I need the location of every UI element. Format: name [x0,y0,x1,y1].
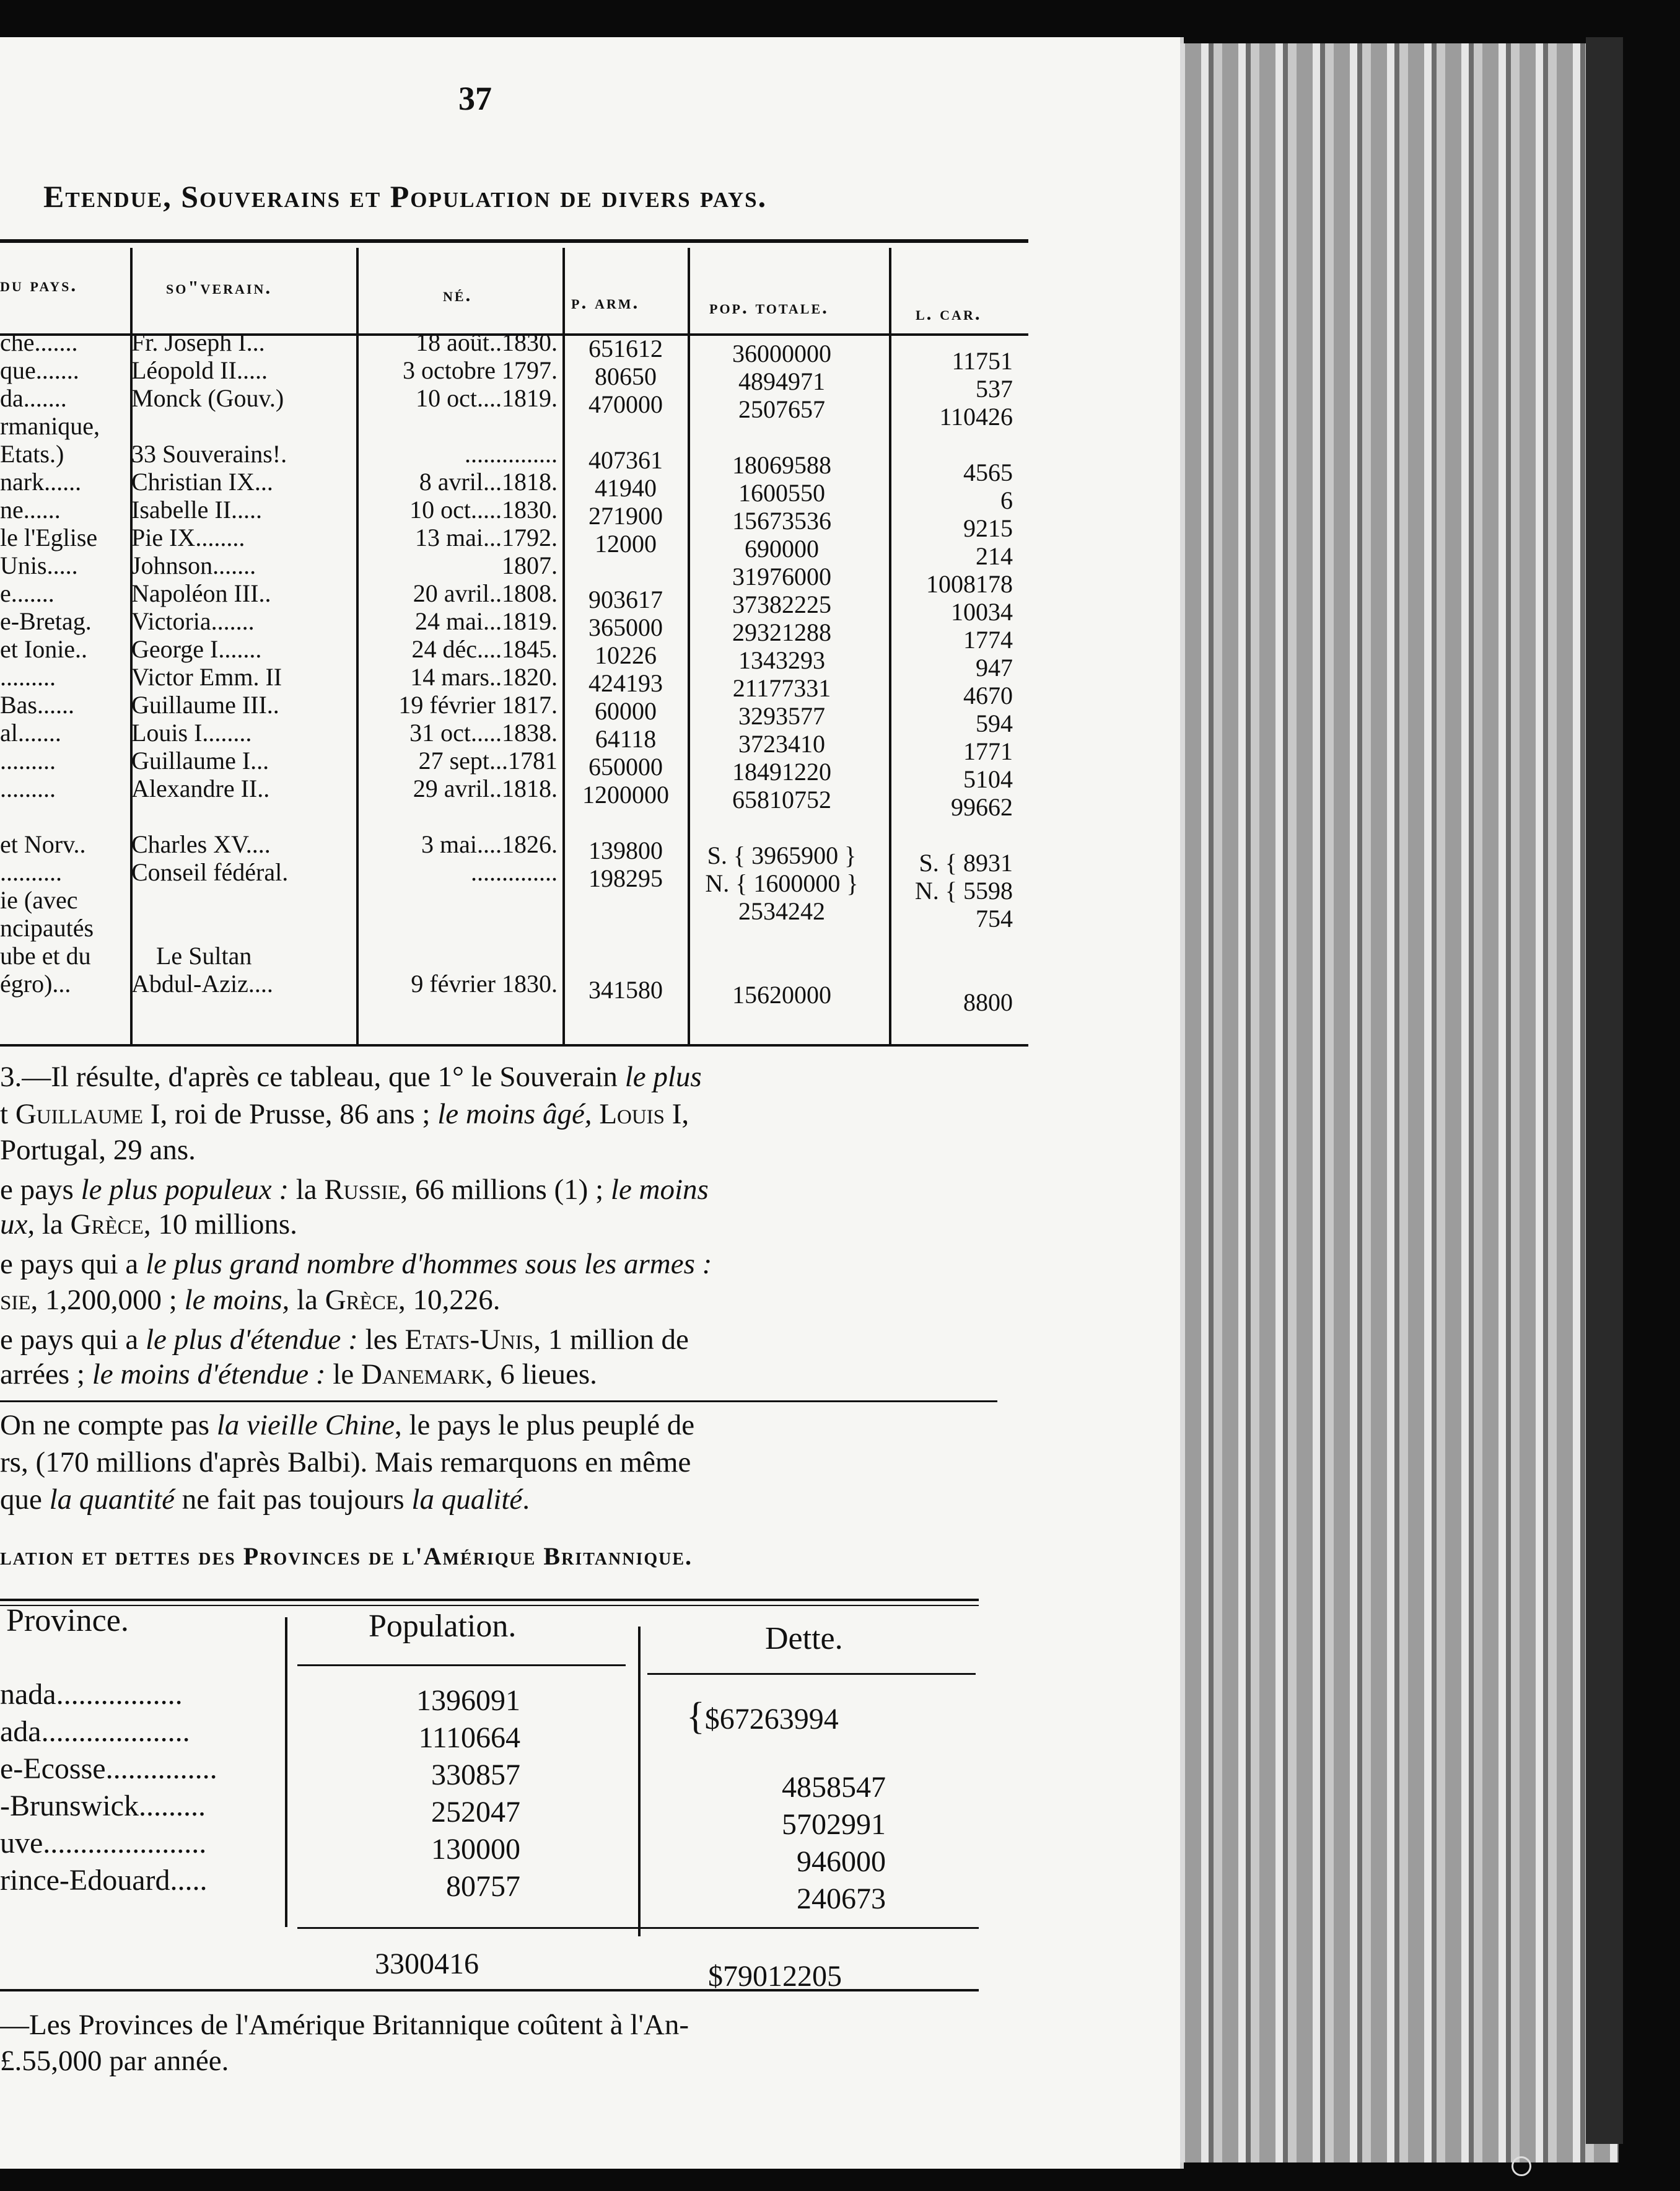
population-cell: 690000 [745,535,819,563]
footnote-rule [0,1400,997,1402]
table2-divider [638,1627,641,1936]
province-population-cell: 252047 [431,1796,520,1829]
paragraph-line: Portugal, 29 ans. [0,1134,196,1166]
born-cell: 1807. [502,551,558,579]
population-cell: 36000000 [732,340,831,367]
sovereign-cell: Léopold II..... [131,356,268,384]
paragraph-line: e pays qui a le plus grand nombre d'hommes sous les armes : [0,1248,712,1280]
sovereign-cell: Abdul-Aziz.... [131,970,273,998]
leagues-cell: 5104 [963,765,1013,793]
born-cell: 18 août..1830. [416,328,558,356]
leagues-cell: 754 [976,905,1013,933]
country-cell: ncipautés [0,914,94,942]
footnote-line: rs, (170 millions d'après Balbi). Mais remarquons en même [0,1446,691,1478]
born-cell: 14 mars..1820. [410,663,558,691]
population-cell: 2507657 [738,395,825,423]
born-cell: 29 avril..1818. [413,775,558,802]
country-cell: Etats.) [0,440,64,468]
leagues-cell: 594 [976,709,1013,737]
born-cell: 31 oct.....1838. [409,719,558,747]
population-cell: 37382225 [732,591,831,618]
country-cell: Bas...... [0,691,74,719]
country-cell: égro)... [0,970,71,998]
population-cell [670,423,893,451]
leagues-cell: 6 [1000,486,1013,514]
leagues-cell: 947 [976,654,1013,682]
page-number: 37 [458,80,492,117]
country-cell: ......... [0,663,56,691]
army-cell: 341580 [588,976,663,1004]
province-population-cell: 80757 [446,1870,520,1903]
born-cell: 10 oct....1819. [416,384,558,412]
army-cell: 271900 [588,502,663,530]
population-cell: N. { 1600000 } [705,869,859,897]
table2-top-rule [0,1605,979,1606]
province-population-cell: 130000 [431,1833,520,1866]
army-cell [565,948,686,976]
province-cell: rince-Edouard..... [0,1864,208,1897]
population-cell: 1343293 [738,646,825,674]
leagues-cell: 1008178 [926,570,1013,598]
country-cell: ......... [0,747,56,775]
sovereign-cell: George I....... [131,635,262,663]
paragraph-line: ux, la Grèce, 10 millions. [0,1208,297,1240]
paragraph-line: 3.—Il résulte, d'après ce tableau, que 1° le Souverain le plus [0,1061,702,1093]
footnote-line: que la quantité ne fait pas toujours la qualité. [0,1483,530,1516]
table2-top-rule [0,1599,979,1601]
debt-brace-cell: {$67263994 [686,1695,839,1737]
sovereign-cell: Le Sultan [156,942,252,970]
country-cell: et Ionie.. [0,635,88,663]
province-population-cell: 1396091 [416,1684,520,1717]
army-cell: 64118 [595,725,657,753]
book-page [0,37,1184,2169]
closing-line: —Les Provinces de l'Amérique Britannique coûtent à l'An- [0,2009,689,2041]
leagues-cell: 11751 [952,347,1013,375]
population-cell: 18069588 [732,451,831,479]
book-spine-shadow [1586,37,1623,2144]
leagues-cell: 110426 [939,403,1013,431]
army-cell: 10226 [595,641,657,669]
leagues-cell: 1771 [963,737,1013,765]
country-cell [0,802,127,830]
army-cell: 198295 [588,864,663,892]
population-cell: S. { 3965900 } [707,841,857,869]
book-page-edges [1180,43,1619,2162]
country-cell: ube et du [0,942,91,970]
leagues-cell: 99662 [951,793,1013,821]
province-cell: e-Ecosse............... [0,1752,217,1785]
born-cell: 24 mai...1819. [415,607,558,635]
country-cell: ie (avec [0,886,78,914]
sovereign-cell: Napoléon III.. [131,579,271,607]
sovereign-cell: Alexandre II.. [131,775,270,802]
born-cell [359,412,558,440]
population-cell [670,814,893,841]
born-cell: 3 octobre 1797. [403,356,558,384]
population-cell: 15620000 [732,981,831,1009]
leagues-cell [880,933,1013,960]
scan-speck [1512,2156,1531,2176]
country-cell: e....... [0,579,55,607]
total-population: 3300416 [375,1947,479,1980]
sovereign-cell: Victor Emm. II [131,663,282,691]
brace-symbol: { [686,1695,705,1737]
population-cell: 31976000 [732,563,831,591]
leagues-cell: 214 [976,542,1013,570]
table1-title: Etendue, Souverains et Population de divers pays. [43,179,768,214]
table1-divider [356,248,359,1044]
debt-cell: 4858547 [782,1771,886,1804]
army-cell: 651612 [588,335,663,362]
table2-divider [285,1617,287,1927]
header-leagues: l. car. [916,302,982,324]
debt-cell: 240673 [797,1882,886,1915]
population-cell: 3723410 [738,730,825,758]
country-cell: e-Bretag. [0,607,92,635]
sovereign-cell [131,886,354,914]
table2-header-rule [297,1664,626,1666]
sovereign-cell: Christian IX... [131,468,273,496]
leagues-cell: 8800 [963,988,1013,1016]
born-cell: 13 mai...1792. [415,524,558,551]
born-cell: 3 mai....1826. [421,830,558,858]
born-cell: ............... [465,440,558,468]
leagues-cell: 4565 [963,459,1013,486]
population-column [670,340,893,1009]
leagues-cell [880,821,1013,849]
country-cell: nark...... [0,468,82,496]
table1-top-rule [0,239,1028,243]
leagues-cell [880,960,1013,988]
province-population-column [372,1682,520,1905]
paragraph-line: e pays le plus populeux : la Russie, 66 millions (1) ; le moins [0,1174,709,1206]
sovereign-cell: Fr. Joseph I... [131,328,265,356]
sovereign-cell: Pie IX........ [131,524,245,551]
born-column [359,328,558,998]
population-cell: 15673536 [732,507,831,535]
header-province-population: Population. [369,1609,517,1644]
country-cell: .......... [0,858,62,886]
leagues-cell: 9215 [963,514,1013,542]
leagues-cell: 537 [976,375,1013,403]
table1-bottom-rule [0,1044,1028,1047]
country-cell: rmanique, [0,412,100,440]
born-cell: 10 oct.....1830. [409,496,558,524]
province-cell: -Brunswick......... [0,1789,206,1822]
header-province: Province. [6,1603,129,1638]
population-cell [670,953,893,981]
header-born: né. [443,284,473,305]
army-cell [565,418,686,446]
army-cell [565,892,686,920]
sovereign-column [131,328,354,998]
leagues-cell: N. { 5598 [914,877,1013,905]
army-cell [565,920,686,948]
sovereign-cell: Charles XV.... [131,830,271,858]
debt-column [712,1769,886,1918]
army-cell: 903617 [588,586,663,613]
sovereign-cell: Monck (Gouv.) [131,384,284,412]
population-cell: 4894971 [738,367,825,395]
born-cell [359,802,558,830]
header-population: pop. totale. [709,296,829,318]
born-cell: 27 sept...1781 [418,747,558,775]
province-cell: ada.................... [0,1715,190,1748]
paragraph-line: sie, 1,200,000 ; le moins, la Grèce, 10,226. [0,1284,501,1316]
born-cell: 20 avril..1808. [413,579,558,607]
country-cell: al....... [0,719,61,747]
country-cell: ......... [0,775,56,802]
country-cell: da....... [0,384,67,412]
debt-cell: 5702991 [782,1808,886,1841]
sovereign-cell: Guillaume III.. [131,691,279,719]
paragraph-line: e pays qui a le plus d'étendue : les Etats-Unis, 1 million de [0,1324,689,1356]
province-column [0,1676,279,1899]
born-cell [359,886,558,914]
army-cell: 41940 [595,474,657,502]
born-cell: 19 février 1817. [398,691,558,719]
army-cell: 650000 [588,753,663,781]
population-cell: 65810752 [732,786,831,814]
population-cell: 2534242 [738,897,825,925]
sovereign-cell: Johnson....... [131,551,256,579]
army-cell: 139800 [588,836,663,864]
total-debt: $79012205 [708,1960,842,1993]
born-cell [359,914,558,942]
population-cell: 29321288 [732,618,831,646]
leagues-cell: S. { 8931 [919,849,1013,877]
army-cell: 1200000 [582,781,669,809]
army-cell: 365000 [588,613,663,641]
header-country: du pays. [0,274,78,296]
population-cell [670,925,893,953]
country-cell: che....... [0,328,78,356]
debt-cell: 946000 [797,1845,886,1878]
army-cell: 80650 [595,362,657,390]
population-cell: 3293577 [738,702,825,730]
born-cell [359,942,558,970]
table2-title: lation et dettes des Provinces de l'Amérique Britannique. [0,1542,693,1570]
leagues-cell: 4670 [963,682,1013,709]
born-cell: .............. [471,858,558,886]
army-cell: 60000 [595,697,657,725]
born-cell: 9 février 1830. [411,970,558,998]
army-cell: 407361 [588,446,663,474]
country-cell: ne...... [0,496,61,524]
country-cell: le l'Eglise [0,524,98,551]
country-cell: Unis..... [0,551,78,579]
leagues-cell: 1774 [963,626,1013,654]
born-cell: 8 avril...1818. [419,468,558,496]
leagues-cell [880,431,1013,459]
country-cell: et Norv.. [0,830,86,858]
sovereign-cell [131,914,354,942]
population-cell: 18491220 [732,758,831,786]
country-column [0,328,127,998]
table2-header-rule [647,1673,976,1675]
population-cell: 1600550 [738,479,825,507]
sovereign-cell [131,412,354,440]
province-cell: nada................. [0,1678,183,1711]
leagues-column [880,347,1013,1016]
sovereign-cell: Guillaume I... [131,747,269,775]
header-army: p. arm. [571,291,640,313]
born-cell: 24 déc....1845. [411,635,558,663]
closing-line: £.55,000 par année. [0,2045,229,2077]
population-cell: 21177331 [732,674,831,702]
table2-total-rule [297,1927,979,1929]
army-cell [565,558,686,586]
sovereign-cell: Victoria....... [131,607,255,635]
sovereign-cell: 33 Souverains!. [131,440,287,468]
province-population-cell: 330857 [431,1759,520,1791]
province-cell: uve...................... [0,1827,207,1859]
sovereign-cell: Isabelle II..... [131,496,263,524]
army-cell: 424193 [588,669,663,697]
army-column [565,335,686,1004]
province-population-cell: 1110664 [418,1721,520,1754]
footnote-line: On ne compte pas la vieille Chine, le pays le plus peuplé de [0,1409,695,1441]
army-cell: 470000 [588,390,663,418]
army-cell [565,809,686,836]
paragraph-line: arrées ; le moins d'étendue : le Danemark, 6 lieues. [0,1358,597,1390]
army-cell: 12000 [595,530,657,558]
leagues-cell: 10034 [951,598,1013,626]
header-debt: Dette. [765,1621,843,1656]
sovereign-cell: Conseil fédéral. [131,858,289,886]
paragraph-line: t Guillaume I, roi de Prusse, 86 ans ; le moins âgé, Louis I, [0,1098,689,1130]
sovereign-cell: Louis I........ [131,719,252,747]
sovereign-cell [131,802,354,830]
header-sovereign: so"verain. [166,276,273,298]
country-cell: que....... [0,356,79,384]
